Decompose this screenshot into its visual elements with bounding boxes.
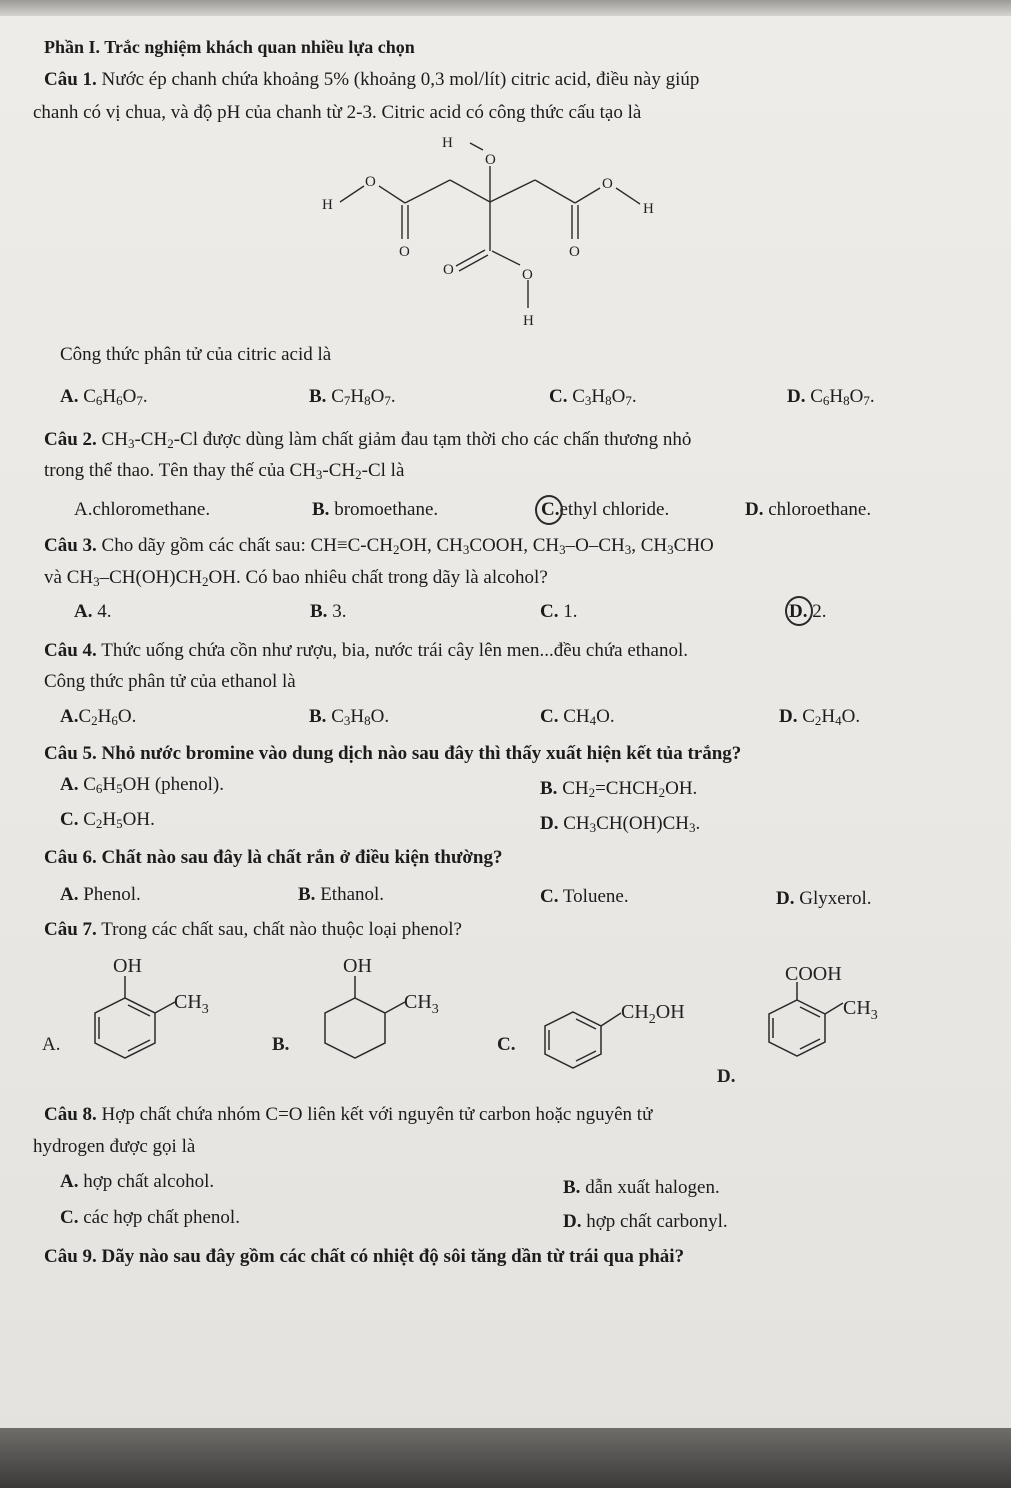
- formula-subscript: 6: [116, 393, 123, 408]
- formula-part: OH.: [122, 809, 155, 830]
- option-letter: A.: [74, 601, 93, 622]
- cooh-label: COOH: [785, 963, 842, 985]
- formula-end: .: [384, 706, 390, 727]
- ch-subscript: 2: [648, 1012, 656, 1027]
- formula-subscript: 3: [462, 542, 470, 557]
- formula-subscript: 6: [95, 393, 103, 408]
- formula-part: C: [802, 706, 815, 727]
- formula-subscript: 3: [689, 820, 696, 835]
- page-bottom-shadow: [0, 1428, 1011, 1488]
- formula-subscript: 3: [589, 820, 597, 835]
- formula-part: -Cl: [173, 429, 198, 450]
- ch-subscript: 3: [431, 1002, 439, 1017]
- q6-option-d[interactable]: [776, 887, 872, 911]
- section-title: Phần I. Trắc nghiệm khách quan nhiều lựa chọn: [44, 37, 415, 57]
- q5-text: Nhỏ nước bromine vào dung dịch nào sau đây thì thấy xuất hiện kết tủa trắng?: [101, 743, 742, 764]
- formula-part: C: [83, 774, 96, 795]
- option-letter: C.: [540, 886, 559, 907]
- formula-end: .: [855, 706, 861, 727]
- formula-subscript: 7: [863, 393, 870, 408]
- oh-label: OH: [343, 955, 372, 977]
- option-letter: D.: [563, 1211, 582, 1232]
- option-text: hợp chất alcohol.: [83, 1171, 215, 1192]
- option-letter: A.: [60, 774, 79, 795]
- formula-part: O: [849, 386, 864, 407]
- option-letter: D.: [776, 888, 795, 909]
- atom-o-top: O: [485, 152, 496, 168]
- citric-acid-structure: [300, 128, 680, 333]
- formula-part: =CHCH: [595, 778, 659, 799]
- formula-part: CH: [640, 535, 668, 556]
- option-text: Phenol.: [83, 884, 141, 905]
- formula-part: C: [810, 386, 823, 407]
- q1-line2: chanh có vị chua, và độ pH của chanh từ 2-3. Citric acid có công thức cấu tạo là: [33, 102, 642, 123]
- q6-option-b[interactable]: [298, 883, 384, 907]
- formula-part: CH: [289, 460, 316, 481]
- q6-line1: [44, 846, 502, 870]
- ch-subscript: 3: [201, 1002, 209, 1017]
- q2-text2: trong thể thao. Tên thay thế của: [44, 460, 290, 481]
- formula-part: CH: [563, 813, 590, 834]
- q3-text1: Cho dãy gồm các chất sau:: [101, 535, 311, 556]
- q2-line1: [44, 428, 691, 452]
- q7-option-a-structure[interactable]: [40, 950, 280, 1095]
- formula-subscript: 6: [111, 713, 118, 728]
- q8-line1: [44, 1103, 652, 1127]
- q1-option-b[interactable]: [309, 385, 396, 409]
- formula-subscript: 7: [136, 393, 143, 408]
- q8-option-c[interactable]: [60, 1206, 240, 1230]
- formula-part: O: [370, 706, 385, 727]
- formula-subscript: 5: [116, 781, 123, 796]
- q9-label: Câu 9.: [44, 1246, 97, 1267]
- option-text: hợp chất carbonyl.: [586, 1211, 728, 1232]
- q1-option-c[interactable]: [549, 385, 637, 409]
- q9-line1: [44, 1245, 684, 1269]
- answer-circle-mark: [785, 596, 813, 626]
- option-letter: C.: [541, 499, 560, 520]
- formula-subscript: 8: [364, 393, 371, 408]
- formula-part: OH (phenol).: [122, 774, 224, 795]
- ch3-label: [843, 997, 878, 1023]
- formula-part: O: [122, 386, 137, 407]
- option-letter: D.: [787, 386, 806, 407]
- ch-part: CH: [843, 997, 871, 1019]
- option-letter: C.: [549, 386, 568, 407]
- formula-part: OH: [208, 567, 236, 588]
- q4-text1: Thức uống chứa cồn như rượu, bia, nước trái cây lên men...đều chứa ethanol.: [101, 640, 688, 661]
- formula-part: C: [331, 706, 344, 727]
- formula-part: C: [83, 809, 96, 830]
- formula-part: C: [331, 386, 344, 407]
- q6-text: Chất nào sau đây là chất rắn ở điều kiện thường?: [101, 847, 503, 868]
- formula-subscript: 2: [393, 542, 400, 557]
- q1-text1: Nước ép chanh chứa khoảng 5% (khoảng 0,3 mol/lít) citric acid, điều này giúp: [101, 69, 700, 90]
- option-text: Toluene.: [562, 886, 629, 907]
- option-letter: B.: [563, 1177, 581, 1198]
- q2-option-d[interactable]: [745, 498, 871, 522]
- option-text: Ethanol.: [320, 884, 385, 905]
- formula-part: CH: [101, 429, 128, 450]
- formula-subscript: 3: [559, 542, 566, 557]
- formula-part: .: [695, 813, 701, 834]
- option-letter: C.: [497, 1034, 516, 1055]
- option-letter: C.: [60, 1207, 79, 1228]
- formula-subscript: 4: [589, 713, 597, 728]
- atom-h-top: H: [442, 135, 453, 151]
- q8-option-d[interactable]: [563, 1210, 728, 1234]
- q3-text2: và: [44, 567, 67, 588]
- q5-option-c[interactable]: [60, 808, 155, 832]
- formula-part: -CH: [322, 460, 356, 481]
- q3-line1: [44, 534, 714, 558]
- formula-part: H: [102, 809, 117, 830]
- formula-subscript: 3: [584, 393, 592, 408]
- formula-subscript: 2: [814, 713, 822, 728]
- q8-text1: Hợp chất chứa nhóm C=O liên kết với nguyên tử carbon hoặc nguyên tử: [101, 1104, 653, 1125]
- option-letter: D.: [789, 601, 808, 622]
- formula-subscript: 3: [315, 467, 323, 482]
- ch2oh-label: [621, 1001, 685, 1027]
- option-letter: D.: [540, 813, 559, 834]
- q1-option-d[interactable]: [787, 385, 875, 409]
- formula-subscript: 6: [95, 781, 103, 796]
- option-text: 3.: [332, 601, 347, 622]
- formula-part: H: [102, 386, 117, 407]
- formula-subscript: 2: [91, 713, 98, 728]
- formula-part: O: [841, 706, 856, 727]
- formula-part: H: [591, 386, 606, 407]
- q7-option-c-structure[interactable]: [495, 950, 735, 1095]
- option-text: 4.: [97, 601, 112, 622]
- formula-part: –O–CH: [565, 535, 625, 556]
- formula-part: CH: [436, 535, 463, 556]
- option-text: 1.: [563, 601, 578, 622]
- option-letter: B.: [540, 778, 558, 799]
- formula-subscript: 3: [667, 542, 674, 557]
- option-letter: A.: [42, 1034, 61, 1055]
- formula-part: -Cl là: [361, 460, 405, 481]
- formula-part: H: [821, 706, 836, 727]
- atom-o-left: O: [365, 174, 376, 190]
- atom-o-carbonyl-middle: O: [443, 262, 454, 278]
- ch3-label: [174, 991, 209, 1017]
- q3-text3: . Có bao nhiêu chất trong dãy là alcohol?: [235, 567, 548, 588]
- q3-label: Câu 3.: [44, 535, 97, 556]
- q6-option-c[interactable]: [540, 885, 629, 909]
- q7-option-d-structure[interactable]: [715, 950, 965, 1095]
- formula-subscript: 5: [116, 816, 123, 831]
- formula-part: O: [596, 706, 610, 727]
- q8-option-b[interactable]: [563, 1176, 720, 1200]
- q4-option-d[interactable]: [779, 705, 860, 729]
- q8-option-a[interactable]: [60, 1170, 214, 1194]
- q2-option-b[interactable]: [312, 498, 438, 522]
- formula-end: .: [609, 706, 615, 727]
- formula-subscript: 7: [384, 393, 391, 408]
- q6-option-a[interactable]: [60, 883, 141, 907]
- atom-o-right: O: [602, 176, 613, 192]
- formula-subscript: 6: [822, 393, 830, 408]
- q8-label: Câu 8.: [44, 1104, 97, 1125]
- page-top-edge: [0, 0, 1011, 16]
- formula-part: H: [102, 774, 117, 795]
- q3-option-b[interactable]: [310, 600, 346, 624]
- oh-label: OH: [113, 955, 142, 977]
- atom-h-left: H: [322, 197, 333, 213]
- option-letter: C.: [540, 601, 559, 622]
- formula-end: .: [131, 706, 137, 727]
- formula-subscript: 2: [658, 785, 666, 800]
- q3-line2: [44, 566, 548, 590]
- option-letter: B.: [309, 386, 327, 407]
- formula-part: H: [829, 386, 844, 407]
- formula-part: CH: [562, 778, 589, 799]
- atom-o-carbonyl-right: O: [569, 244, 580, 260]
- option-letter: C.: [540, 706, 559, 727]
- answer-circle-mark: [535, 495, 563, 525]
- atom-o-middle: O: [522, 267, 533, 283]
- ch-subscript: 3: [870, 1008, 878, 1023]
- formula-end: .: [631, 386, 637, 407]
- formula-part: CH≡C-CH: [310, 535, 393, 556]
- formula-part: CH: [66, 567, 94, 588]
- q1-question: Công thức phân tử của citric acid là: [60, 344, 332, 365]
- atom-o-carbonyl-left: O: [399, 244, 410, 260]
- formula-part: COOH,: [469, 535, 533, 556]
- option-text: dẫn xuất halogen.: [585, 1177, 720, 1198]
- q5-option-b[interactable]: [540, 777, 697, 801]
- q5-label: Câu 5.: [44, 743, 97, 764]
- formula-part: H: [97, 706, 112, 727]
- formula-subscript: 2: [588, 785, 596, 800]
- oh-part: OH: [655, 1001, 685, 1023]
- formula-subscript: 8: [364, 713, 371, 728]
- formula-subscript: 3: [343, 713, 351, 728]
- formula-subscript: 2: [355, 467, 362, 482]
- q7-option-b-structure[interactable]: [270, 950, 510, 1095]
- option-text: bromoethane.: [334, 499, 439, 520]
- q2-label: Câu 2.: [44, 429, 97, 450]
- formula-subscript: 3: [624, 542, 632, 557]
- option-letter: D.: [779, 706, 798, 727]
- ch-part: CH: [404, 991, 432, 1013]
- formula-subscript: 7: [625, 393, 632, 408]
- q4-option-a[interactable]: [60, 705, 136, 729]
- formula-end: .: [142, 386, 148, 407]
- q7-line1: [44, 918, 462, 942]
- option-letter: D.: [717, 1066, 736, 1087]
- option-letter: B.: [272, 1034, 290, 1055]
- formula-subscript: 3: [127, 436, 135, 451]
- option-letter: B.: [312, 499, 330, 520]
- formula-subscript: 3: [93, 574, 100, 589]
- option-letter: A.: [60, 386, 79, 407]
- option-letter: A.: [60, 706, 79, 727]
- formula-part: O: [611, 386, 626, 407]
- q6-label: Câu 6.: [44, 847, 97, 868]
- formula-part: CH: [563, 706, 590, 727]
- formula-part: O: [117, 706, 132, 727]
- ch3-label: [404, 991, 439, 1017]
- formula-end: .: [869, 386, 875, 407]
- option-letter: B.: [309, 706, 327, 727]
- atom-h-right: H: [643, 201, 654, 217]
- formula-part: C: [572, 386, 585, 407]
- q5-option-a[interactable]: [60, 773, 224, 797]
- option-text: 2.: [812, 601, 827, 622]
- formula-subscript: 8: [843, 393, 850, 408]
- q4-option-c[interactable]: [540, 705, 615, 729]
- q2-text1: được dùng làm chất giảm đau tạm thời cho các chấn thương nhỏ: [197, 429, 692, 450]
- formula-part: C: [78, 706, 92, 727]
- q7-label: Câu 7.: [44, 919, 97, 940]
- formula-part: O: [370, 386, 385, 407]
- formula-part: CH(OH)CH: [596, 813, 690, 834]
- formula-part: ,: [631, 535, 641, 556]
- q5-option-d[interactable]: [540, 812, 700, 836]
- ch-part: CH: [174, 991, 202, 1013]
- q4-line1: [44, 639, 688, 663]
- formula-end: .: [390, 386, 396, 407]
- formula-subscript: 7: [343, 393, 351, 408]
- q3-option-a[interactable]: [74, 600, 111, 624]
- option-text: chloroethane.: [768, 499, 872, 520]
- formula-part: CHO: [673, 535, 714, 556]
- q1-line1: [44, 68, 699, 92]
- q8-line2: hydrogen được gọi là: [33, 1136, 196, 1157]
- formula-part: OH.: [665, 778, 698, 799]
- formula-subscript: 2: [167, 436, 174, 451]
- formula-part: H: [350, 386, 365, 407]
- formula-part: H: [350, 706, 365, 727]
- option-text: các hợp chất phenol.: [83, 1207, 240, 1228]
- atom-h-bottom: H: [523, 313, 534, 329]
- formula-subscript: 8: [605, 393, 612, 408]
- q1-option-a[interactable]: [60, 385, 148, 409]
- formula-part: OH,: [399, 535, 437, 556]
- q5-line1: [44, 742, 741, 766]
- ch-part: CH: [621, 1001, 649, 1023]
- q4-option-b[interactable]: [309, 705, 389, 729]
- option-letter: B.: [298, 884, 316, 905]
- option-letter: A.: [60, 1171, 79, 1192]
- q9-text: Dãy nào sau đây gồm các chất có nhiệt độ sôi tăng dần từ trái qua phải?: [101, 1246, 685, 1267]
- option-letter: A.: [60, 884, 79, 905]
- option-letter: B.: [310, 601, 328, 622]
- q3-option-c[interactable]: [540, 600, 577, 624]
- formula-part: CH: [532, 535, 560, 556]
- formula-subscript: 4: [835, 713, 842, 728]
- formula-part: -CH: [134, 429, 168, 450]
- formula-subscript: 2: [95, 816, 103, 831]
- option-letter: D.: [745, 499, 764, 520]
- option-text: ethyl chloride.: [559, 499, 670, 520]
- q1-label: Câu 1.: [44, 69, 97, 90]
- q2-option-a[interactable]: A.chloromethane.: [74, 499, 211, 520]
- formula-subscript: 2: [201, 574, 209, 589]
- q7-text: Trong các chất sau, chất nào thuộc loại phenol?: [101, 919, 462, 940]
- formula-part: –CH(OH)CH: [99, 567, 202, 588]
- formula-part: C: [83, 386, 96, 407]
- q4-label: Câu 4.: [44, 640, 97, 661]
- q4-question: Công thức phân tử của ethanol là: [44, 671, 296, 692]
- option-letter: C.: [60, 809, 79, 830]
- option-text: Glyxerol.: [799, 888, 872, 909]
- q2-line2: [44, 459, 404, 483]
